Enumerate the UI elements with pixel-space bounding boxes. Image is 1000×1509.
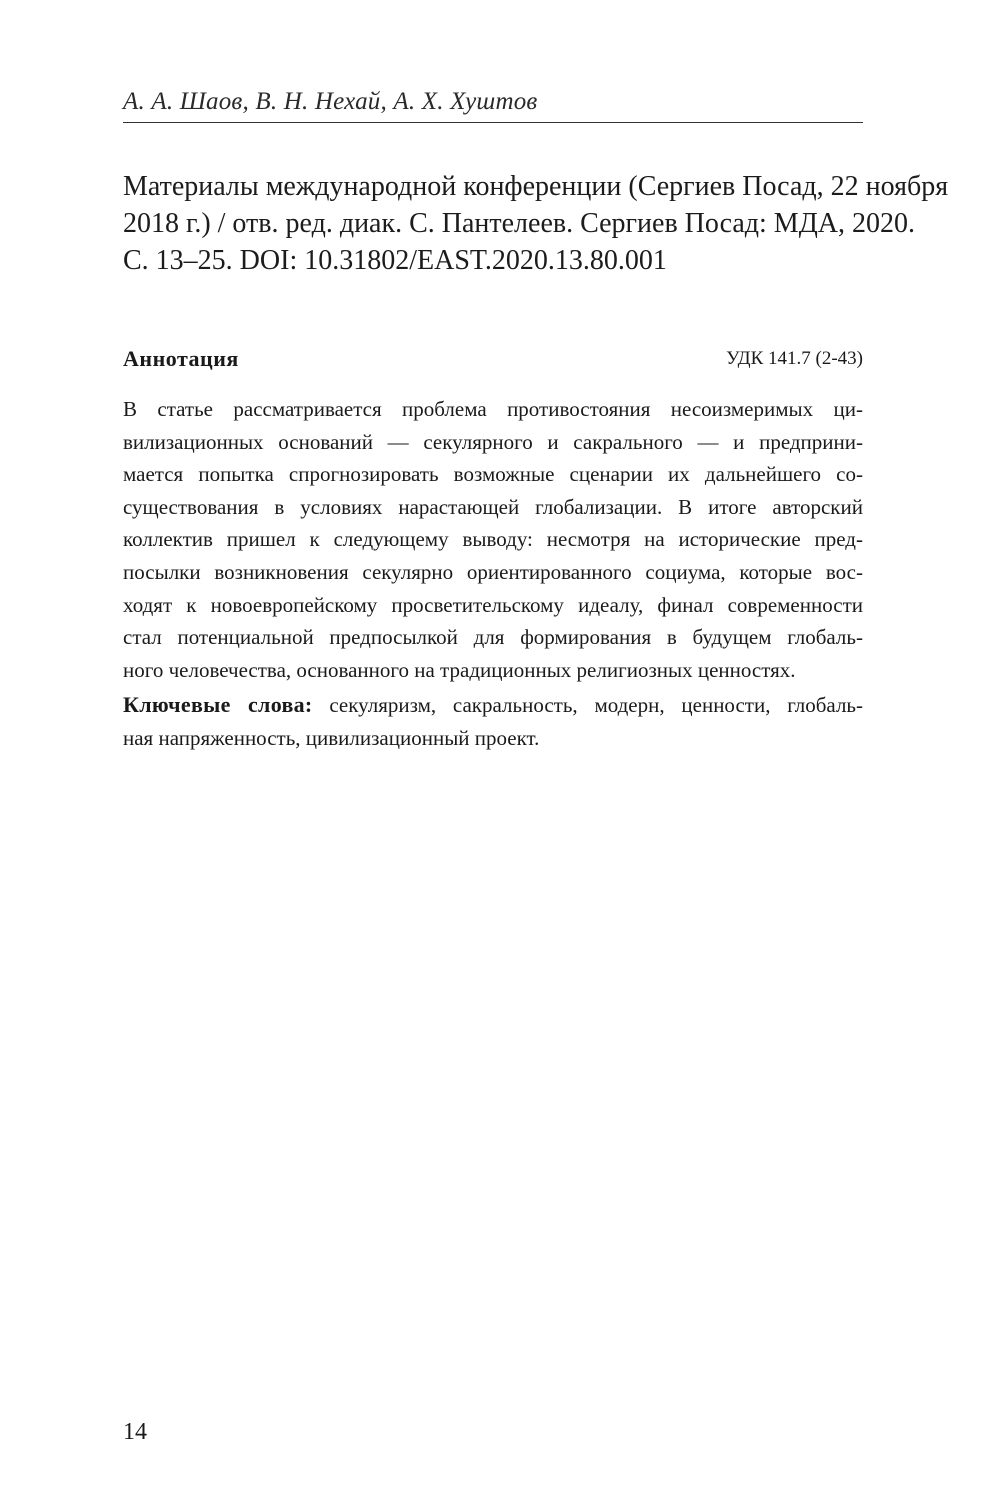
- header-rule: [123, 122, 863, 123]
- abstract-line: ходят к новоевропейскому просветительскому идеалу, финал современности: [123, 592, 863, 617]
- keywords-line: ная напряженность, цивилизационный проект.: [123, 725, 540, 750]
- abstract-line: стал потенциальной предпосылкой для формирования в будущем глобаль-: [123, 625, 863, 650]
- abstract-line: вилизационных оснований — секулярного и сакрального — и предприни-: [123, 429, 863, 454]
- udc-code: УДК 141.7 (2-43): [726, 348, 863, 369]
- citation-line: 2018 г.) / отв. ред. диак. С. Пантелеев. Сергиев Посад: МДА, 2020.: [123, 208, 916, 239]
- abstract-heading-row: [123, 346, 863, 376]
- running-head-authors: А. А. Шаов, В. Н. Нехай, А. Х. Хуштов: [123, 88, 538, 115]
- abstract-line: мается попытка спрогнозировать возможные сценарии их дальнейшего со-: [123, 462, 863, 487]
- keywords-text: секуляризм, сакральность, модерн, ценности, глобаль-: [312, 693, 863, 717]
- citation-block: [123, 168, 949, 279]
- page-number: 14: [123, 1419, 147, 1445]
- keywords-label: Ключевые слова:: [123, 692, 313, 717]
- abstract-line: коллектив пришел к следующему выводу: несмотря на исторические пред-: [123, 527, 863, 552]
- keywords-line: [123, 689, 863, 722]
- abstract-line: посылки возникновения секулярно ориентированного социума, которые вос-: [123, 559, 863, 584]
- citation-line: Материалы международной конференции (Сергиев Посад, 22 ноября: [123, 171, 949, 202]
- citation-line: С. 13–25. DOI: 10.31802/EAST.2020.13.80.001: [123, 245, 667, 276]
- abstract-line: ного человечества, основанного на традиционных религиозных ценностях.: [123, 657, 796, 682]
- abstract-line: В статье рассматривается проблема противостояния несоизмеримых ци-: [123, 397, 863, 421]
- keywords-block: [123, 689, 863, 754]
- abstract-text: [123, 393, 863, 686]
- abstract-title: Аннотация: [123, 346, 239, 371]
- abstract-line: существования в условиях нарастающей глобализации. В итоге авторский: [123, 494, 863, 519]
